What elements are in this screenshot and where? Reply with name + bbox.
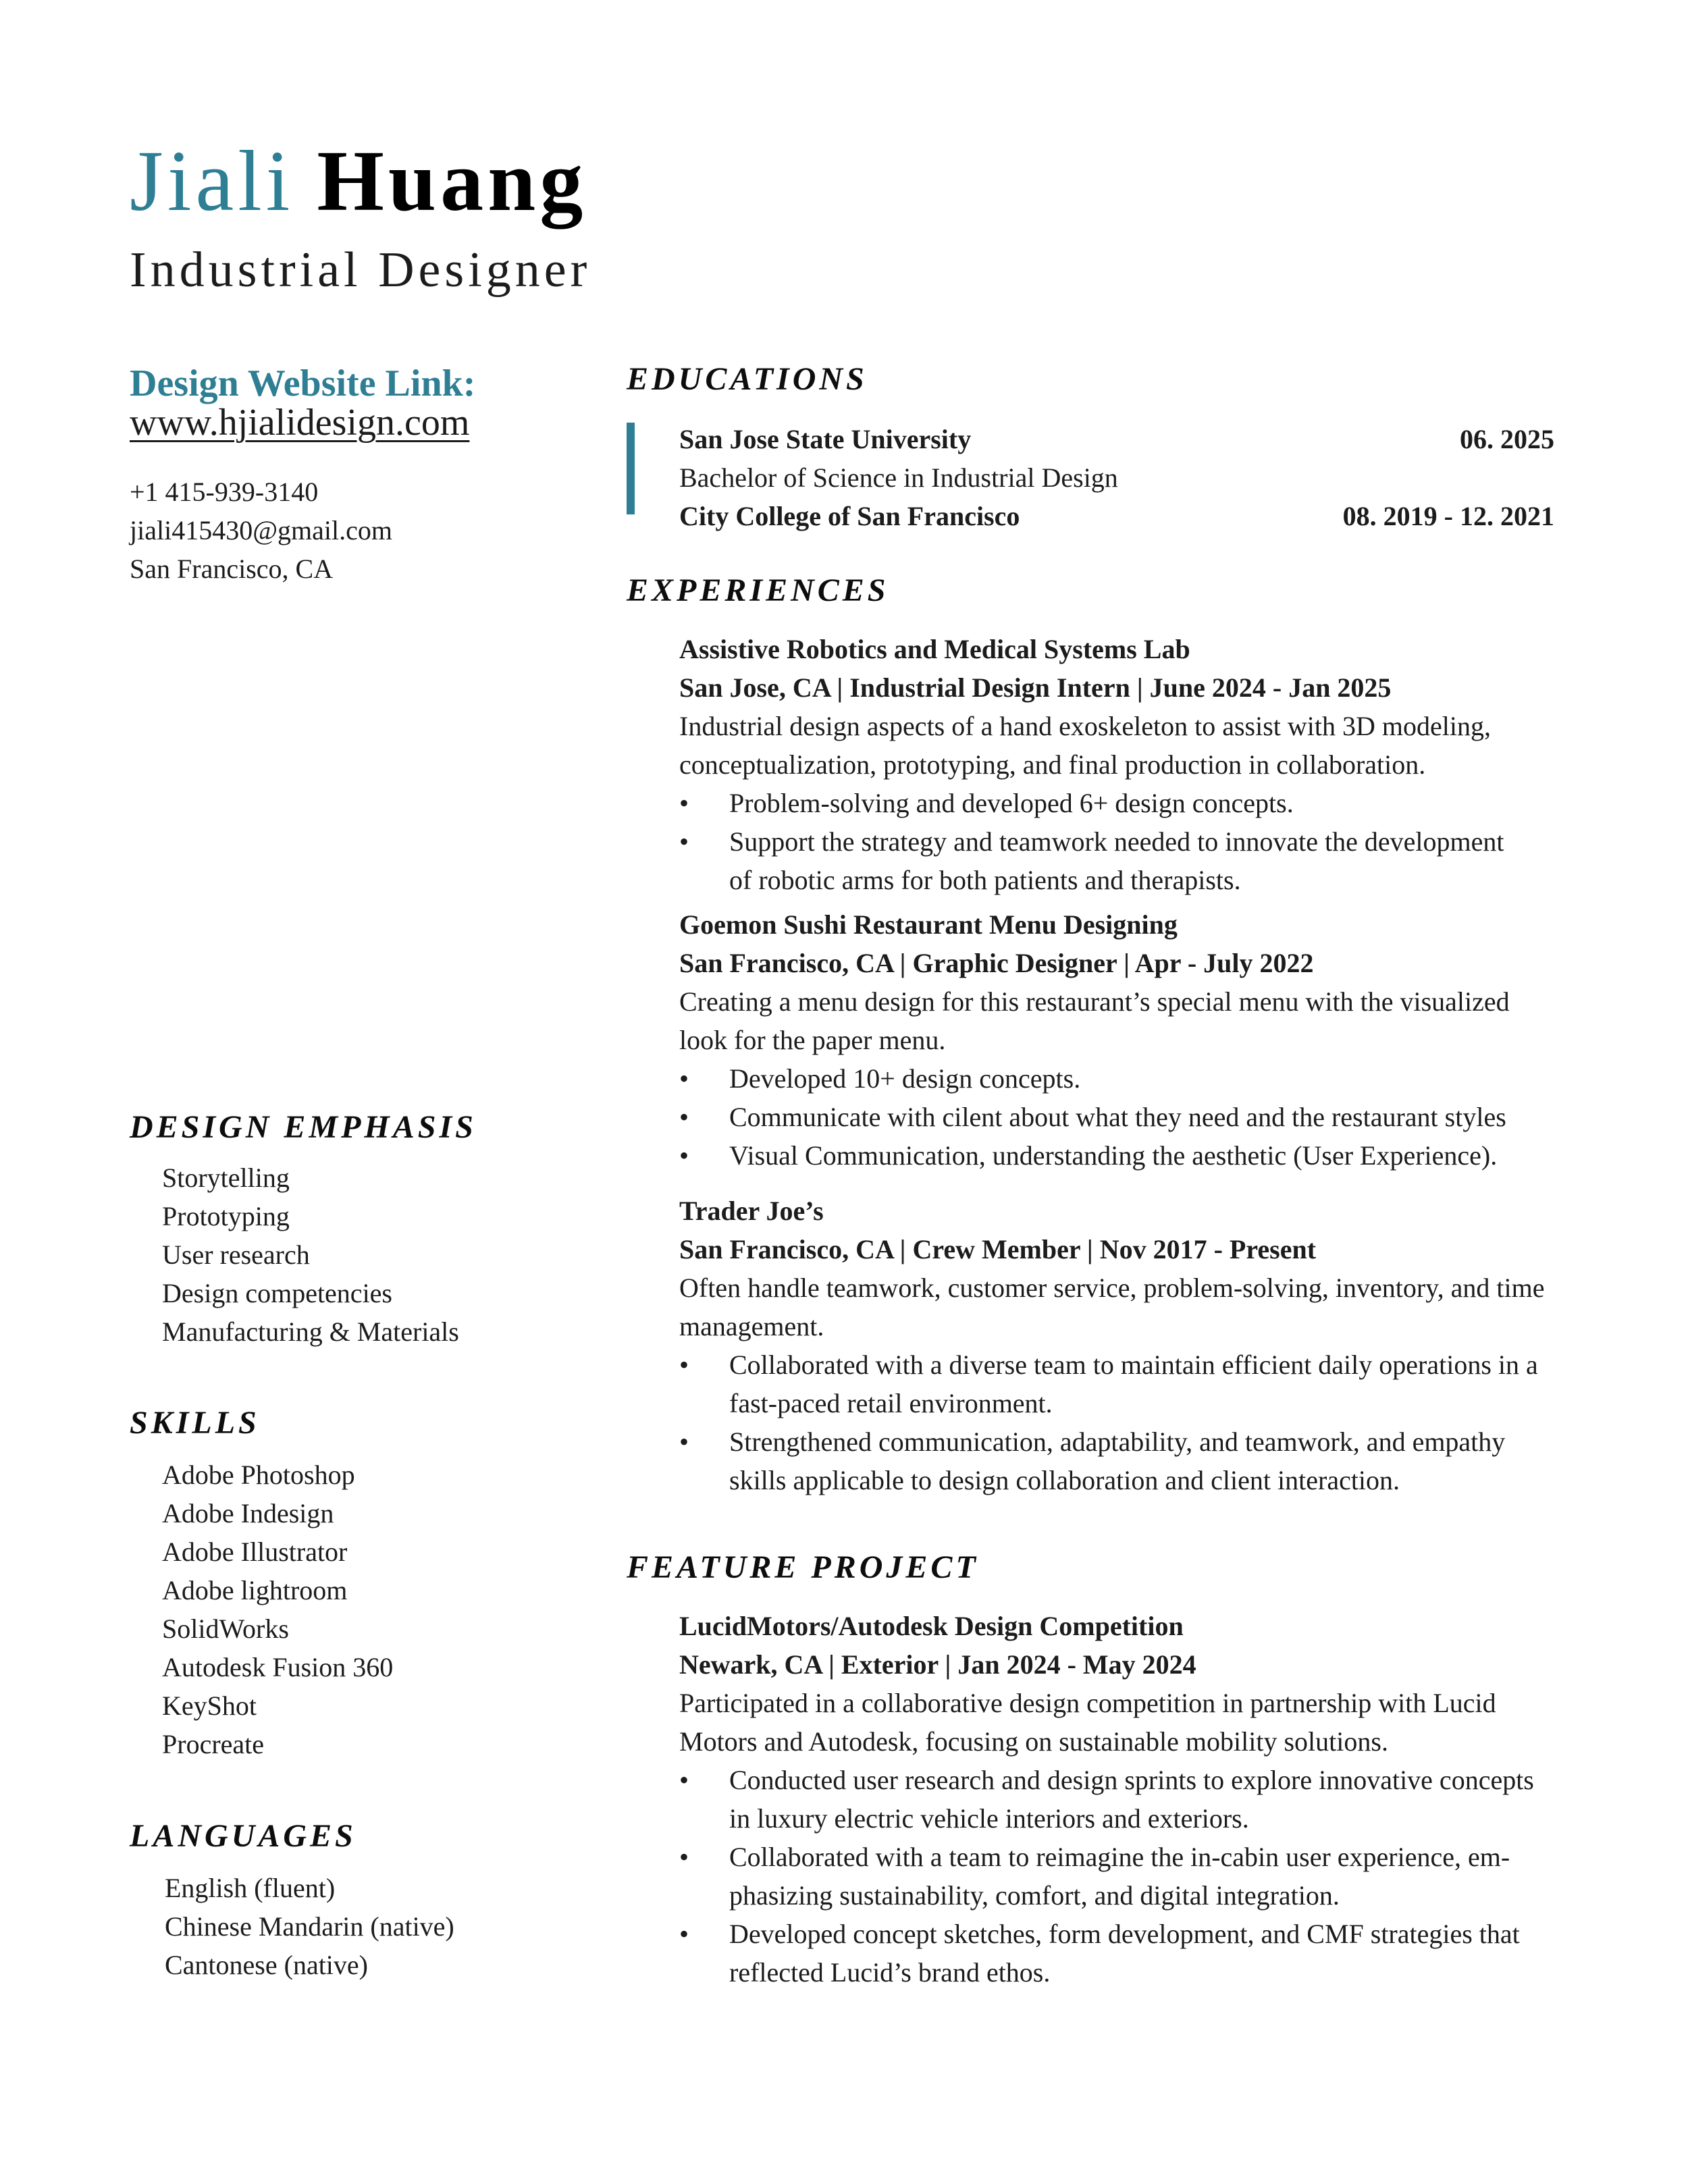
text-line: Strengthened communication, adaptability, and teamwork, and empathy xyxy=(729,1427,1506,1457)
project-description xyxy=(679,1684,1564,1761)
list-item: SolidWorks xyxy=(162,1614,289,1644)
school-name: City College of San Francisco xyxy=(679,501,1020,531)
bullet-item xyxy=(679,1346,1564,1422)
list-item: Procreate xyxy=(162,1729,265,1759)
text-line: look for the paper menu. xyxy=(679,1025,946,1055)
bullet-icon: • xyxy=(679,1063,689,1094)
text-line: Collaborated with a diverse team to maintain efficient daily operations in a xyxy=(729,1350,1538,1380)
bullet-icon: • xyxy=(679,1427,689,1457)
experience-meta: San Francisco, CA | Graphic Designer | Apr - July 2022 xyxy=(679,948,1314,978)
design-emphasis-list xyxy=(162,1158,459,1351)
last-name: Huang xyxy=(317,133,587,229)
text-line: of robotic arms for both patients and therapists. xyxy=(729,865,1241,895)
text-line: in luxury electric vehicle interiors and exteriors. xyxy=(729,1803,1249,1834)
experience-heading: EXPERIENCES xyxy=(627,572,889,608)
text-line: Often handle teamwork, customer service, problem-solving, inventory, and time xyxy=(679,1273,1545,1303)
first-name: Jiali xyxy=(130,133,294,229)
bullet-item xyxy=(679,1136,1564,1175)
text-line: reflected Lucid’s brand ethos. xyxy=(729,1957,1051,1988)
education-entry xyxy=(679,497,1554,535)
text-line: Problem-solving and developed 6+ design concepts. xyxy=(729,788,1294,818)
bullet-icon: • xyxy=(679,1919,689,1949)
skills-heading: SKILLS xyxy=(130,1405,260,1441)
bullet-icon: • xyxy=(679,1140,689,1171)
list-item: Prototyping xyxy=(162,1201,290,1231)
list-item: Chinese Mandarin (native) xyxy=(165,1911,454,1942)
list-item: User research xyxy=(162,1240,310,1270)
list-item: Design competencies xyxy=(162,1278,392,1308)
list-item: Adobe Photoshop xyxy=(162,1460,355,1490)
bullet-icon: • xyxy=(679,1350,689,1380)
location: San Francisco, CA xyxy=(130,554,334,584)
text-line: Developed concept sketches, form development, and CMF strategies that xyxy=(729,1919,1520,1949)
text-line: Motors and Autodesk, focusing on sustainable mobility solutions. xyxy=(679,1726,1388,1757)
text-line: conceptualization, prototyping, and final production in collaboration. xyxy=(679,749,1426,780)
experience-description xyxy=(679,707,1564,784)
feature-project-heading: FEATURE PROJECT xyxy=(627,1549,979,1585)
list-item: Storytelling xyxy=(162,1163,290,1193)
list-item: Cantonese (native) xyxy=(165,1950,368,1980)
school-name: San Jose State University xyxy=(679,424,972,454)
email-address: jiali415430@gmail.com xyxy=(130,515,393,545)
experience-org: Goemon Sushi Restaurant Menu Designing xyxy=(679,909,1178,940)
languages-heading: LANGUAGES xyxy=(130,1818,357,1854)
list-item: KeyShot xyxy=(162,1690,257,1721)
list-item: Autodesk Fusion 360 xyxy=(162,1652,394,1682)
bullet-icon: • xyxy=(679,1102,689,1132)
text-line: Industrial design aspects of a hand exoskeleton to assist with 3D modeling, xyxy=(679,711,1492,741)
experience-meta: San Jose, CA | Industrial Design Intern | June 2024 - Jan 2025 xyxy=(679,672,1392,703)
design-emphasis-heading: DESIGN EMPHASIS xyxy=(130,1109,477,1145)
list-item: Manufacturing & Materials xyxy=(162,1316,459,1347)
bullet-item xyxy=(679,1098,1564,1136)
education-accent-bar xyxy=(627,423,635,514)
bullet-item xyxy=(679,1059,1564,1098)
experience-org: Assistive Robotics and Medical Systems Lab xyxy=(679,634,1190,664)
education-date: 06. 2025 xyxy=(1460,424,1554,454)
job-title: Industrial Designer xyxy=(130,242,591,298)
project-org: LucidMotors/Autodesk Design Competition xyxy=(679,1611,1184,1641)
bullet-item xyxy=(679,1761,1564,1838)
phone-number: +1 415-939-3140 xyxy=(130,477,319,507)
bullet-item xyxy=(679,1422,1564,1499)
bullet-item xyxy=(679,822,1564,899)
education-entry xyxy=(679,420,1554,458)
text-line: fast-paced retail environment. xyxy=(729,1388,1053,1418)
text-line: Participated in a collaborative design competition in partnership with Lucid xyxy=(679,1688,1496,1718)
bullet-icon: • xyxy=(679,788,689,818)
text-line: Collaborated with a team to reimagine the in-cabin user experience, em- xyxy=(729,1842,1510,1872)
list-item: Adobe Illustrator xyxy=(162,1537,348,1567)
bullet-icon: • xyxy=(679,1842,689,1872)
website-link[interactable]: www.hjialidesign.com xyxy=(130,402,470,444)
skills-list xyxy=(162,1456,393,1763)
experience-description xyxy=(679,982,1564,1059)
text-line: Visual Communication, understanding the aesthetic (User Experience). xyxy=(729,1140,1498,1171)
degree: Bachelor of Science in Industrial Design xyxy=(679,462,1118,493)
text-line: Creating a menu design for this restaurant’s special menu with the visualized xyxy=(679,986,1510,1017)
education-heading: EDUCATIONS xyxy=(627,361,868,397)
bullet-icon: • xyxy=(679,826,689,857)
text-line: skills applicable to design collaboration and client interaction. xyxy=(729,1465,1400,1495)
bullet-item xyxy=(679,1915,1564,1992)
education-date: 08. 2019 - 12. 2021 xyxy=(1342,501,1554,531)
bullet-icon: • xyxy=(679,1765,689,1795)
text-line: Conducted user research and design sprints to explore innovative concepts xyxy=(729,1765,1534,1795)
text-line: Support the strategy and teamwork needed to innovate the development xyxy=(729,826,1504,857)
languages-list xyxy=(165,1869,454,1984)
text-line: phasizing sustainability, comfort, and digital integration. xyxy=(729,1880,1340,1911)
list-item: English (fluent) xyxy=(165,1873,336,1903)
website-label: Design Website Link: xyxy=(130,363,476,404)
list-item: Adobe lightroom xyxy=(162,1575,348,1605)
text-line: Communicate with cilent about what they need and the restaurant styles xyxy=(729,1102,1506,1132)
bullet-item xyxy=(679,784,1564,822)
text-line: Developed 10+ design concepts. xyxy=(729,1063,1081,1094)
project-meta: Newark, CA | Exterior | Jan 2024 - May 2024 xyxy=(679,1649,1196,1680)
bullet-item xyxy=(679,1838,1564,1915)
resume-name xyxy=(130,127,587,235)
experience-meta: San Francisco, CA | Crew Member | Nov 2017 - Present xyxy=(679,1234,1317,1264)
experience-description xyxy=(679,1269,1564,1346)
experience-org: Trader Joe’s xyxy=(679,1196,824,1226)
list-item: Adobe Indesign xyxy=(162,1498,334,1528)
text-line: management. xyxy=(679,1311,824,1341)
